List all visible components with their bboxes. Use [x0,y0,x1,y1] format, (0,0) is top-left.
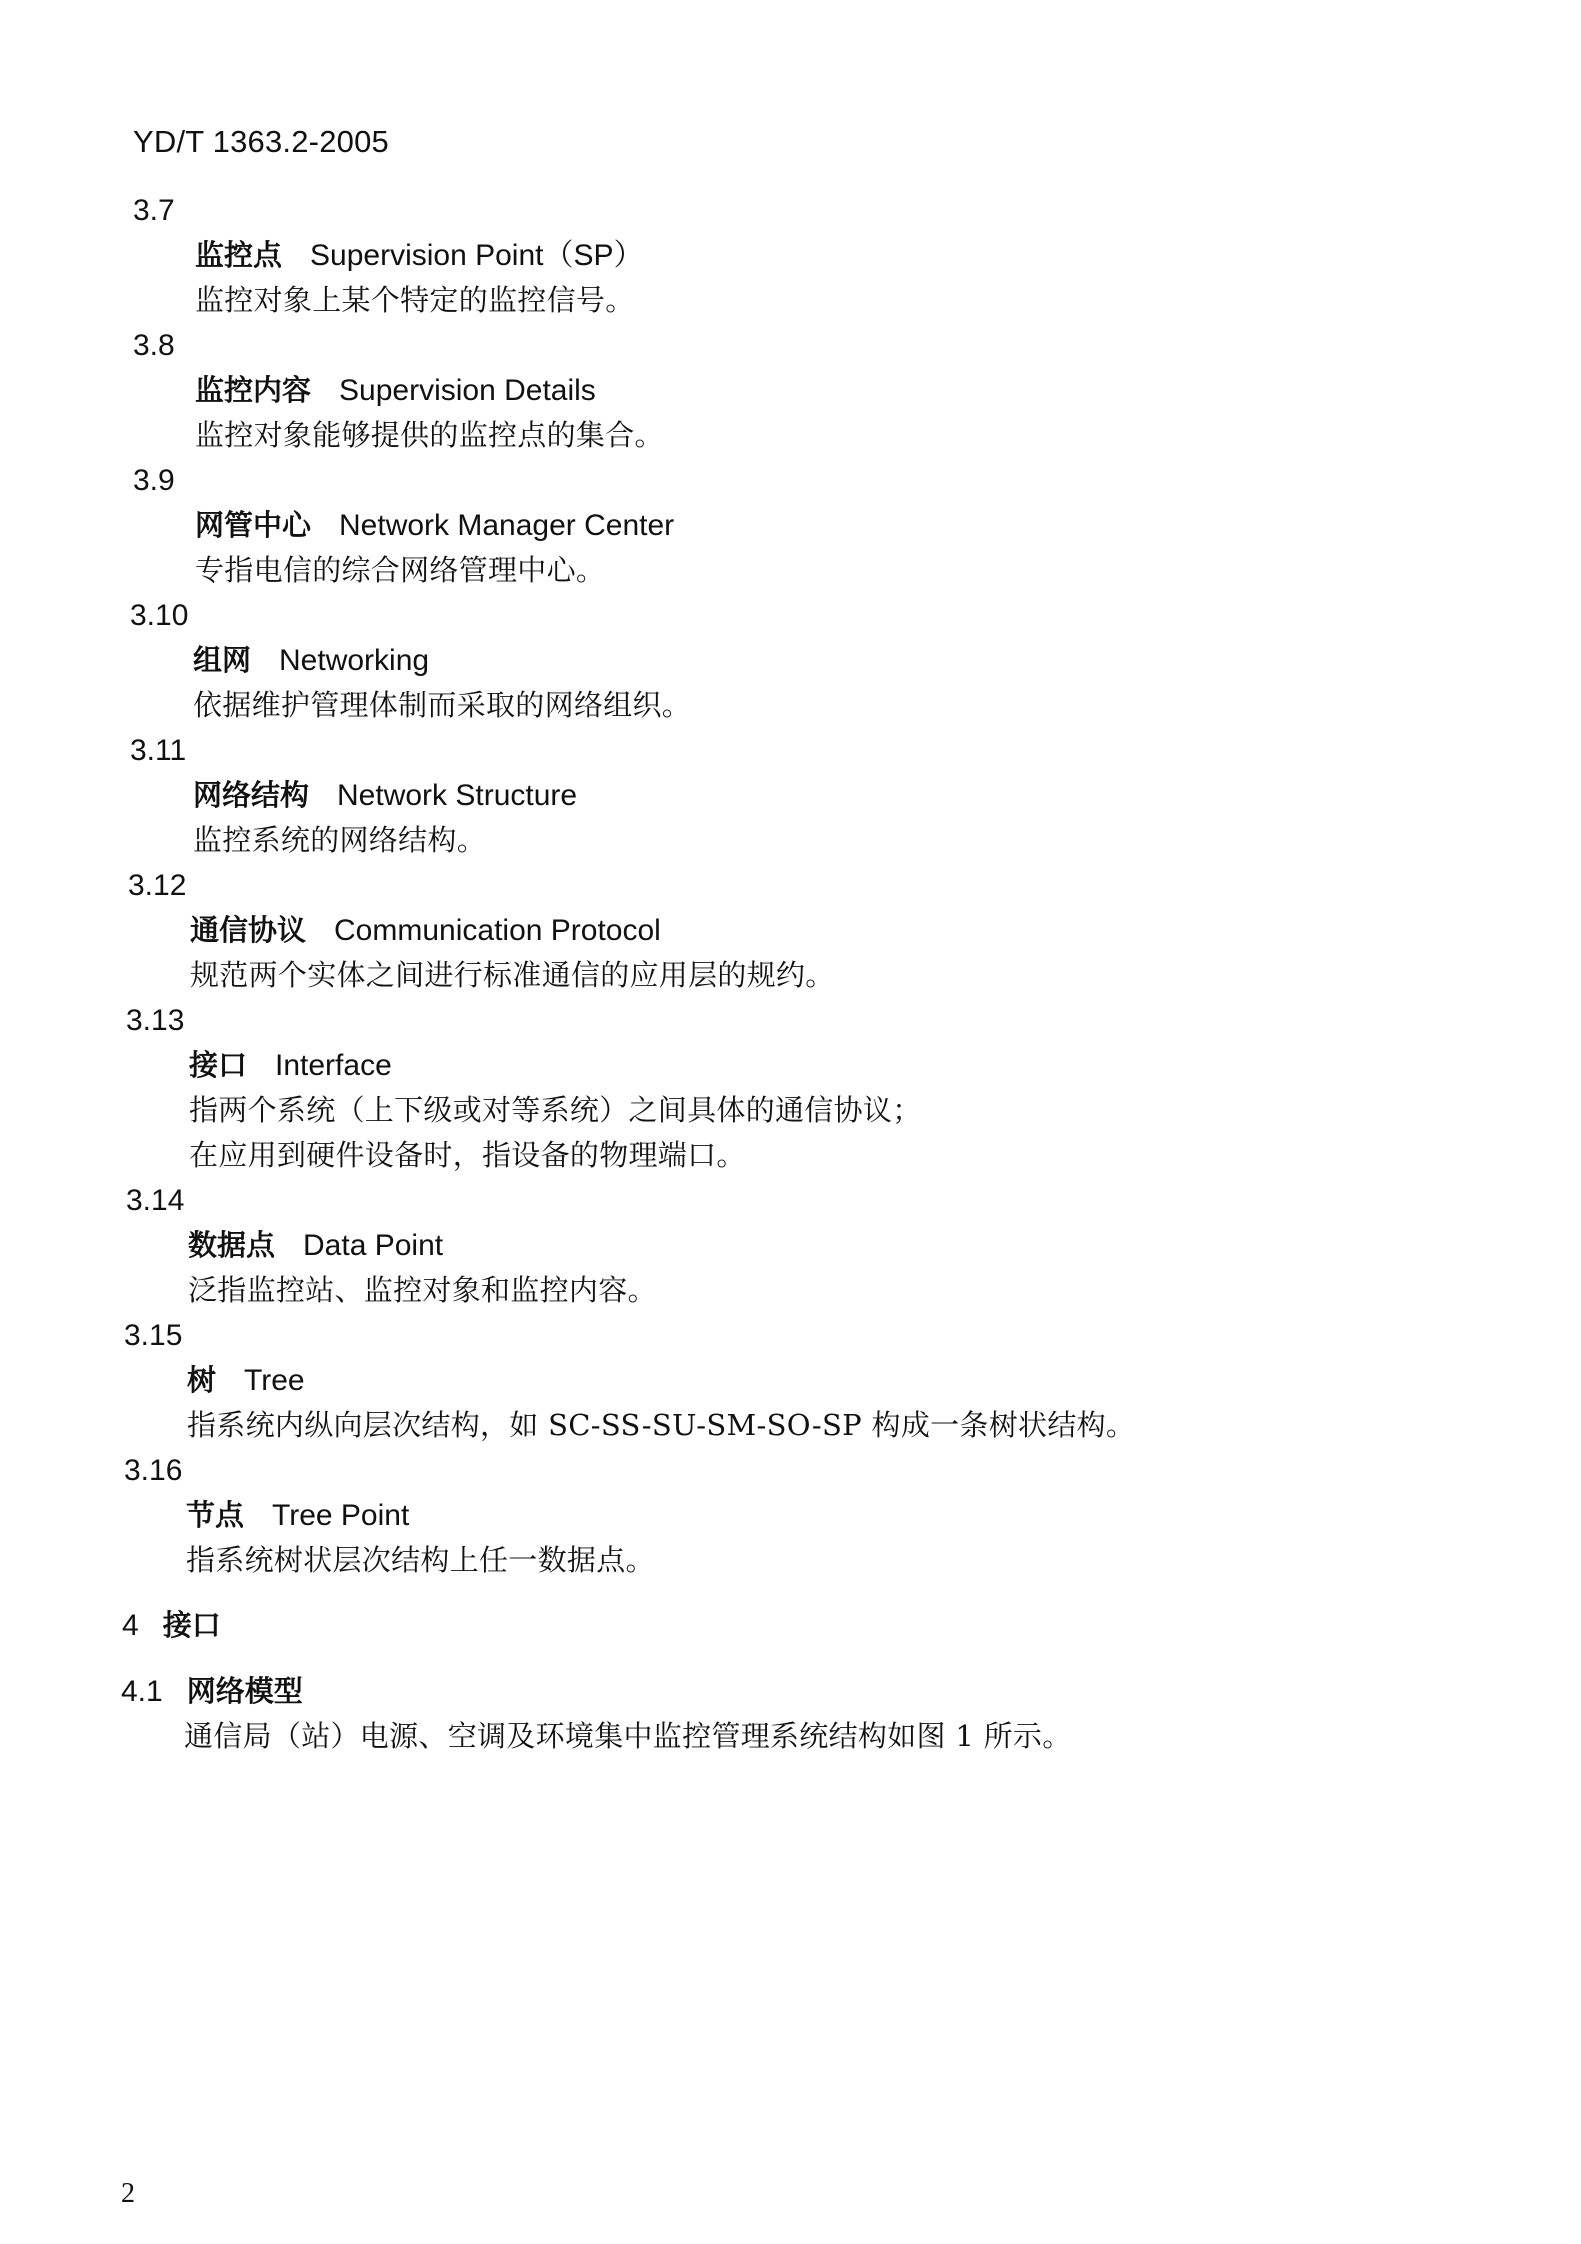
clause-number: 3.9 [133,464,175,497]
clause-number: 3.14 [126,1184,185,1217]
term-en: Network Structure [337,779,578,812]
page-number: 2 [121,2178,135,2209]
subsection-number: 4.1 [121,1675,163,1708]
term-heading [186,1498,410,1532]
term-en: Data Point [303,1229,444,1262]
term-en: Network Manager Center [339,509,675,542]
section-number: 4 [122,1609,139,1642]
term-zh: 树 [187,1363,217,1397]
term-definition: 指系统内纵向层次结构，如 SC-SS-SU-SM-SO-SP 构成一条树状结构。 [187,1408,1136,1442]
term-zh: 数据点 [188,1228,276,1262]
term-zh: 接口 [189,1048,248,1082]
term-definition: 指两个系统（上下级或对等系统）之间具体的通信协议； [189,1093,922,1127]
term-zh: 组网 [193,643,252,677]
subsection-title: 网络模型 [186,1674,303,1708]
term-heading [190,913,661,947]
clause-number: 3.13 [126,1004,185,1037]
term-heading [189,1048,392,1082]
paragraph: 通信局（站）电源、空调及环境集中监控管理系统结构如图 1 所示。 [184,1719,1072,1753]
term-zh: 网管中心 [195,508,312,542]
term-heading [188,1228,444,1262]
clause-number: 3.7 [133,194,175,227]
term-definition: 监控对象能够提供的监控点的集合。 [195,418,664,452]
document-header: YD/T 1363.2-2005 [133,124,389,159]
clause-number: 3.11 [130,734,187,767]
term-zh: 监控内容 [195,373,312,407]
term-en: Supervision Details [339,374,596,407]
term-definition: 泛指监控站、监控对象和监控内容。 [188,1273,657,1307]
clause-number: 3.15 [124,1319,183,1352]
term-definition: 指系统树状层次结构上任一数据点。 [186,1543,655,1577]
term-heading [187,1363,305,1397]
term-heading [195,373,596,407]
clause-number: 3.16 [124,1454,183,1487]
term-en: Tree [244,1364,305,1397]
term-en: Networking [279,644,430,677]
term-definition: 依据维护管理体制而采取的网络组织。 [193,688,692,722]
section-heading [122,1608,221,1642]
term-en: Supervision Point（SP） [310,239,644,272]
subsection-heading [121,1674,303,1708]
term-zh: 通信协议 [190,913,307,947]
term-en: Interface [275,1049,392,1082]
clause-number: 3.8 [133,329,175,362]
term-definition: 监控系统的网络结构。 [193,823,487,857]
term-zh: 监控点 [195,238,283,272]
term-zh: 网络结构 [193,778,310,812]
term-definition: 在应用到硬件设备时，指设备的物理端口。 [189,1138,746,1172]
term-definition: 专指电信的综合网络管理中心。 [195,553,606,587]
term-heading [193,778,578,812]
term-heading [195,508,675,542]
term-en: Communication Protocol [334,914,661,947]
term-definition: 监控对象上某个特定的监控信号。 [195,283,635,317]
term-en: Tree Point [272,1499,410,1532]
term-heading [193,643,430,677]
clause-number: 3.10 [130,599,189,632]
term-definition: 规范两个实体之间进行标准通信的应用层的规约。 [190,958,835,992]
term-heading [195,238,644,272]
clause-number: 3.12 [128,869,187,902]
term-zh: 节点 [186,1498,245,1532]
section-title: 接口 [162,1608,221,1642]
